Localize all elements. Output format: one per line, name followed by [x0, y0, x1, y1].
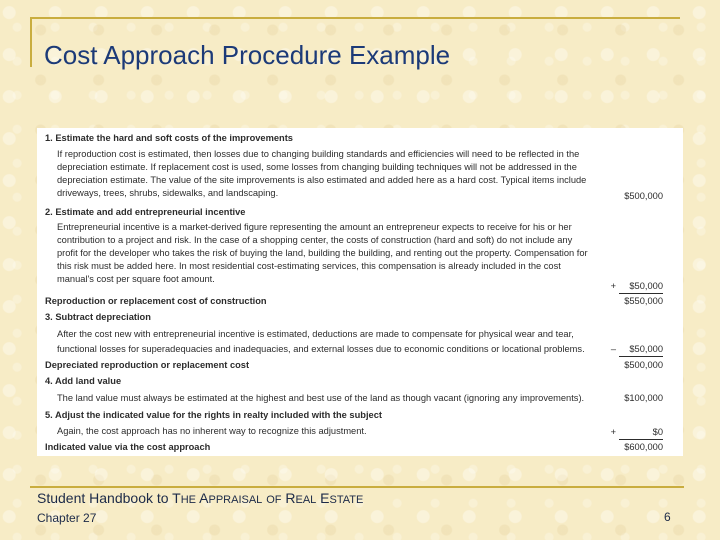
footer-book-e: E: [320, 490, 330, 506]
step-3-line-1: After the cost new with entrepreneurial incentive is estimated, deductions are made to compensate for physical wear and tear,: [57, 329, 574, 339]
footer-book-of: OF: [266, 494, 282, 506]
footer-book-the: HE: [180, 494, 197, 506]
step-3-sign: –: [610, 344, 616, 354]
footer-book-a: A: [199, 490, 209, 506]
cost-approach-table: [37, 128, 683, 456]
final-value: $600,000: [624, 442, 663, 452]
step-1-line-4: driveways, trees, shrubs, sidewalks, and landscaping.: [57, 188, 279, 198]
step-5-sign: +: [610, 427, 616, 437]
step-1-heading: 1. Estimate the hard and soft costs of the improvements: [45, 133, 293, 143]
footer-book-r: R: [285, 490, 296, 506]
step-3-heading: 3. Subtract depreciation: [45, 312, 151, 322]
step-5-value: $0: [619, 426, 663, 440]
step-4-line-1: The land value must always be estimated at the highest and best use of the land as though vacant (ignoring any improvements).: [57, 393, 585, 403]
final-value-label: Indicated value via the cost approach: [45, 442, 211, 452]
footer-chapter: Chapter 27: [37, 511, 97, 525]
footer-book-state: STATE: [329, 494, 364, 506]
step-2-line-1: Entrepreneurial incentive is a market-derived figure representing the amount an entrepreneur expects to receive for his or her: [57, 222, 572, 232]
step-2-line-2: contribution to a project and risk. In the case of a shopping center, the costs of construction (hard and soft) do not include any: [57, 235, 573, 245]
footer-book-eal: EAL: [295, 494, 317, 506]
step-1-line-3: depreciation estimate. The value of the site improvements is also estimated and added here as a hard cost. Typical items include: [57, 175, 587, 185]
step-2-line-4: this risk must be added here. In most residential cost-estimating services, this compensation is already included in the cost: [57, 261, 561, 271]
step-4-heading: 4. Add land value: [45, 376, 122, 386]
step-2-line-5: manual's cost per square foot amount.: [57, 274, 215, 284]
step-1-value: $500,000: [624, 191, 663, 201]
step-2-line-3: profit for the developer who takes the risk of buying the land, building the building, and renting out the property. Compensation for: [57, 248, 588, 258]
footer-book-ppraisal: PPRAISAL: [208, 494, 263, 506]
frame-top-rule: [30, 17, 680, 19]
subtotal-2-value: $500,000: [624, 360, 663, 370]
footer-book-title: [37, 490, 363, 506]
step-1-line-2: depreciation estimate. If replacement cost is used, some losses from changing building techniques will not be addressed in the: [57, 162, 577, 172]
step-5-heading: 5. Adjust the indicated value for the rights in realty included with the subject: [45, 410, 382, 420]
subtotal-1-value: $550,000: [624, 296, 663, 306]
step-1-line-1: If reproduction cost is estimated, then losses due to changing building standards and efficiencies will need to be reflected in the: [57, 149, 580, 159]
subtotal-1-label: Reproduction or replacement cost of construction: [45, 296, 267, 306]
step-3-value: $50,000: [619, 343, 663, 357]
step-5-line-1: Again, the cost approach has no inherent way to recognize this adjustment.: [57, 426, 367, 436]
step-4-value: $100,000: [624, 393, 663, 403]
subtotal-2-label: Depreciated reproduction or replacement cost: [45, 360, 250, 370]
slide-title: Cost Approach Procedure Example: [44, 40, 451, 70]
frame-bottom-rule: [30, 486, 684, 488]
step-2-heading: 2. Estimate and add entrepreneurial incentive: [45, 207, 246, 217]
step-2-value: $50,000: [619, 280, 663, 294]
footer-book-prefix: Student Handbook to T: [37, 490, 181, 506]
frame-left-rule: [30, 17, 32, 67]
step-2-sign: +: [610, 281, 616, 291]
step-3-line-2: functional losses for superadequacies and inadequacies, and external losses due to economic conditions or locational problems.: [57, 344, 585, 354]
page-number: 6: [664, 510, 671, 524]
